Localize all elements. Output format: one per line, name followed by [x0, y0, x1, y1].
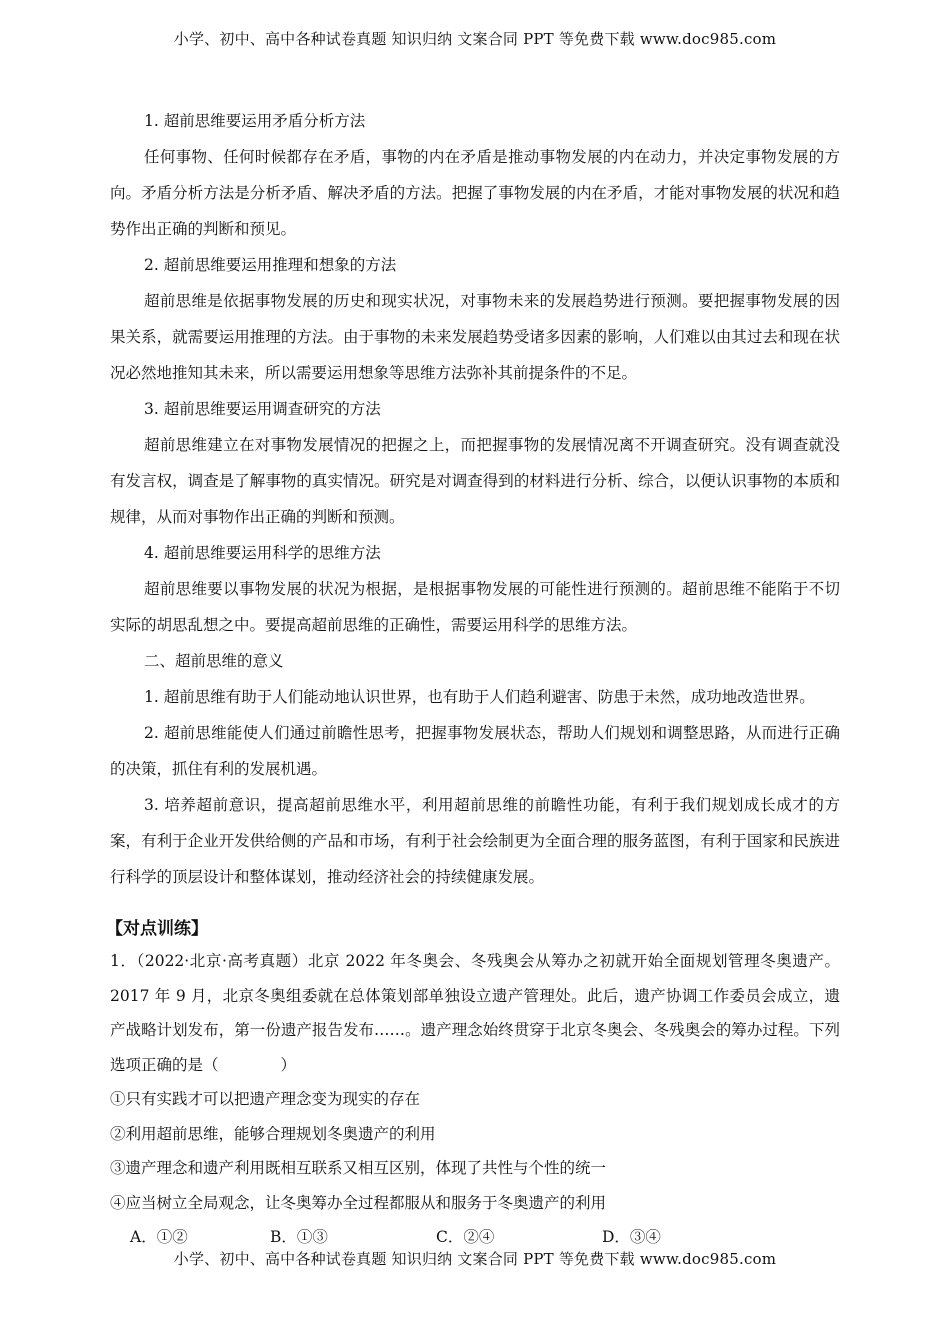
- option-a[interactable]: A．①②: [130, 1228, 188, 1246]
- section-heading-3: 3. 超前思维要运用调查研究的方法: [144, 400, 381, 418]
- statement-item: ②利用超前思维，能够合理规划冬奥遗产的利用: [110, 1124, 436, 1143]
- paragraph-1: 任何事物、任何时候都存在矛盾，事物的内在矛盾是推动事物发展的内在动力，并决定事物发展的方向。矛盾分析方法是分析矛盾、解决矛盾的方法。把握了事物发展的内在矛盾，才能对事物发展的状况和趋势作出正确的判断和预见。: [110, 148, 840, 238]
- section-title-significance: 二、超前思维的意义: [144, 652, 284, 670]
- statement-item: ③遗产理念和遗产利用既相互联系又相互区别，体现了共性与个性的统一: [110, 1159, 607, 1177]
- training-title: 【对点训练】: [106, 919, 208, 939]
- page-footer: 小学、初中、高中各种试卷真题 知识归纳 文案合同 PPT 等免费下载 www.doc985.com: [173, 1250, 777, 1268]
- document-body: [110, 103, 840, 895]
- paragraph-2: 超前思维是依据事物发展的历史和现实状况，对事物未来的发展趋势进行预测。要把握事物发展的因果关系，就需要运用推理的方法。由于事物的未来发展趋势受诸多因素的影响，人们难以由其过去和现在状况必然地推知其未来，所以需要运用想象等思维方法弥补其前提条件的不足。: [110, 292, 840, 382]
- section-heading-4: 4. 超前思维要运用科学的思维方法: [144, 544, 381, 562]
- paragraph-3: 超前思维建立在对事物发展情况的把握之上，而把握事物的发展情况离不开调查研究。没有调查就没有发言权，调查是了解事物的真实情况。研究是对调查得到的材料进行分析、综合，以便认识事物的本质和规律，从而对事物作出正确的判断和预测。: [110, 436, 840, 526]
- question-stem: 1．（2022·北京·高考真题）北京 2022 年冬奥会、冬残奥会从筹办之初就开始全面规划管理冬奥遗产。2017 年 9 月，北京冬奥组委就在总体策划部单独设立遗产管理处。此后，遗产协调工作委员会成立，遗产战略计划发布，第一份遗产报告发布……。遗产理念始终贯穿于北京冬奥会、冬残奥会的筹办过程。下列选项正确的是（ ）: [110, 952, 840, 1074]
- significance-point-2: 2. 超前思维能使人们通过前瞻性思考，把握事物发展状态，帮助人们规划和调整思路，从而进行正确的决策，抓住有利的发展机遇。: [110, 724, 840, 778]
- significance-point-3: 3. 培养超前意识，提高超前思维水平，利用超前思维的前瞻性功能，有利于我们规划成长成才的方案，有利于企业开发供给侧的产品和市场，有利于社会绘制更为全面合理的服务蓝图，有利于国家和民族进行科学的顶层设计和整体谋划，推动经济社会的持续健康发展。: [110, 796, 840, 886]
- paragraph-4: 超前思维要以事物发展的状况为根据，是根据事物发展的可能性进行预测的。超前思维不能陷于不切实际的胡思乱想之中。要提高超前思维的正确性，需要运用科学的思维方法。: [110, 580, 840, 634]
- statement-item: ①只有实践才可以把遗产理念变为现实的存在: [110, 1090, 421, 1108]
- option-c[interactable]: C．②④: [436, 1228, 495, 1246]
- significance-point-1: 1. 超前思维有助于人们能动地认识世界，也有助于人们趋利避害、防患于未然，成功地改造世界。: [144, 688, 815, 706]
- section-heading-2: 2. 超前思维要运用推理和想象的方法: [144, 256, 397, 274]
- section-heading-1: 1. 超前思维要运用矛盾分析方法: [144, 112, 366, 130]
- training-section: [106, 914, 840, 1254]
- page-header: 小学、初中、高中各种试卷真题 知识归纳 文案合同 PPT 等免费下载 www.doc985.com: [173, 30, 777, 48]
- option-d[interactable]: D．③④: [602, 1228, 661, 1246]
- option-b[interactable]: B．①③: [270, 1228, 328, 1246]
- statement-item: ④应当树立全局观念，让冬奥筹办全过程都服从和服务于冬奥遗产的利用: [110, 1193, 607, 1212]
